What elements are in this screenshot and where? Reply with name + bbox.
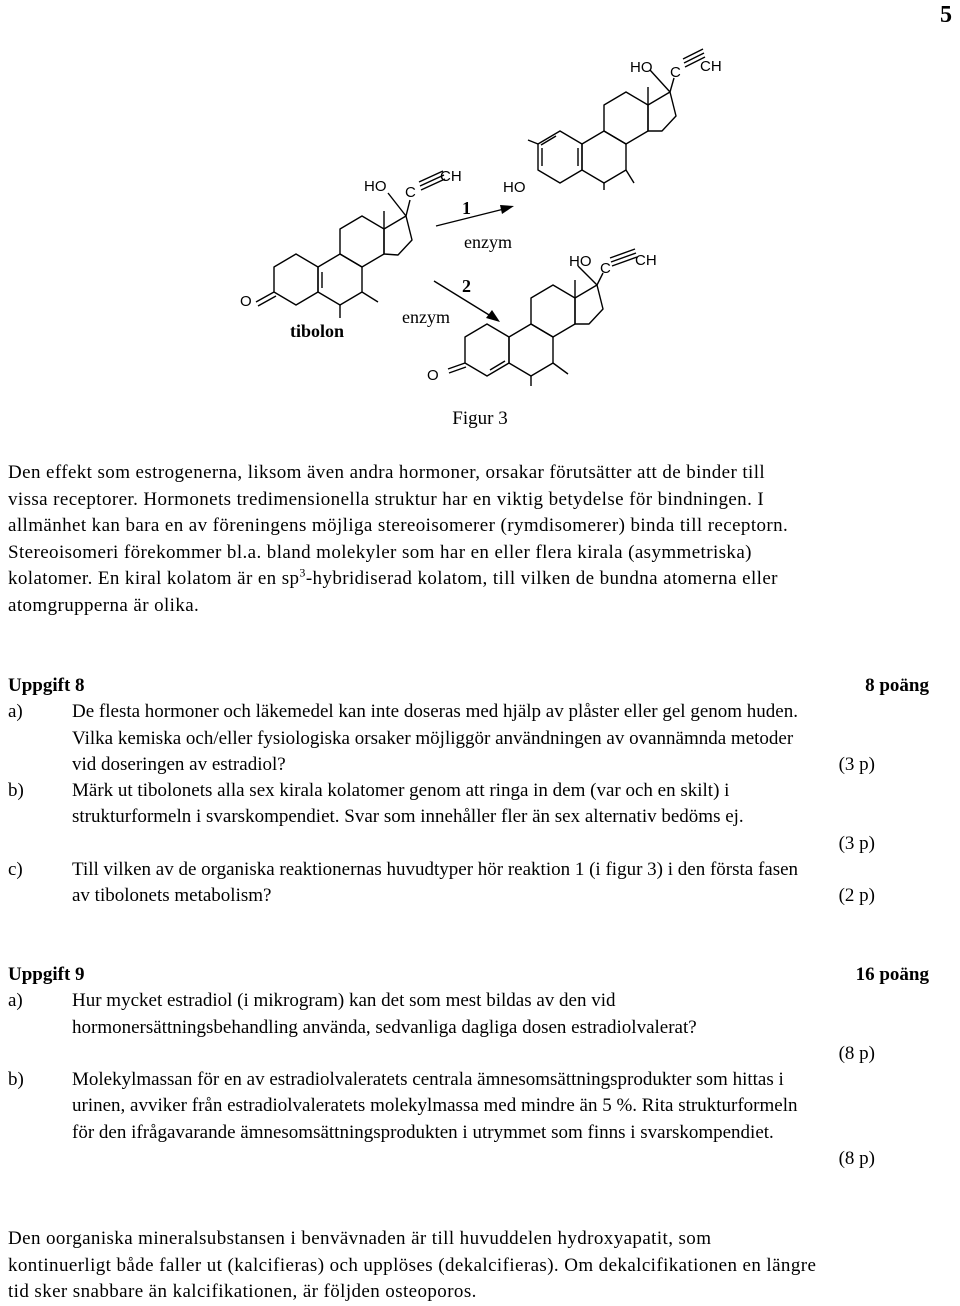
product1-ch-label: CH — [700, 58, 722, 75]
item-points: (2 p) — [838, 885, 875, 907]
item-line: urinen, avviker från estradiolvaleratets molekylmassa med mindre än 5 %. Rita strukturformeln — [72, 1095, 798, 1117]
item-line-text: vid doseringen av estradiol? — [72, 753, 286, 775]
task-8-points: 8 poäng — [865, 675, 929, 696]
tibolon-c-label: C — [405, 184, 416, 201]
item-line: De flesta hormoner och läkemedel kan inte doseras med hjälp av plåster eller gel genom huden. — [72, 701, 798, 723]
task-9-item-b — [8, 1067, 923, 1172]
intro-line — [8, 566, 938, 593]
task-9-header — [8, 962, 929, 988]
arrow-head-2 — [486, 310, 500, 322]
intro-line: Den effekt som estrogenerna, liksom även andra hormoner, orsakar förutsätter att de binder till — [8, 462, 766, 483]
task-8-item-a — [8, 699, 923, 778]
item-line — [72, 883, 923, 909]
intro-paragraph — [8, 460, 938, 619]
final-line: Den oorganiska mineralsubstansen i benvävnaden är till huvuddelen hydroxyapatit, som — [8, 1228, 712, 1249]
item-label: b) — [8, 780, 24, 802]
task-9-title: Uppgift 9 — [8, 964, 85, 985]
tibolon-ho-label: HO — [364, 178, 387, 195]
superscript: 3 — [299, 565, 306, 580]
tibolon-structure — [256, 171, 445, 318]
item-label: a) — [8, 701, 23, 723]
item-line-text: av tibolonets metabolism? — [72, 885, 272, 907]
final-line: tid sker snabbare än kalcifikationen, är följden osteoporos. — [8, 1281, 477, 1302]
product1-ho-left-label: HO — [503, 179, 526, 196]
item-line: för den ifrågavarande ämnesomsättningsprodukten i utrymmet som finns i svarskompendiet. — [72, 1121, 774, 1143]
figure-caption: Figur 3 — [452, 408, 508, 429]
intro-line: vissa receptorer. Hormonets tredimensionella struktur har en viktig betydelse för bindningen. I — [8, 488, 765, 510]
item-line — [72, 752, 923, 778]
item-line: Molekylmassan för en av estradiolvaleratets centrala ämnesomsättningsprodukter som hittas i — [72, 1069, 784, 1091]
final-line: kontinuerligt både faller ut (kalcifieras) och upplöses (dekalcifieras). Om dekalcifikationen en längre — [8, 1254, 817, 1276]
product1-ho-top-label: HO — [630, 59, 653, 76]
tibolon-o-label: O — [240, 293, 252, 310]
task-8-item-c — [8, 857, 923, 910]
reaction-scheme-figure — [0, 0, 960, 400]
product2-o-label: O — [427, 367, 439, 384]
intro-text: -hybridiserad kolatom, till vilken de bundna atomerna eller — [305, 568, 778, 589]
item-points: (3 p) — [838, 832, 875, 854]
item-label: c) — [8, 859, 23, 881]
item-line: Hur mycket estradiol (i mikrogram) kan det som mest bildas av den vid — [72, 990, 616, 1012]
product2-ho-label: HO — [569, 253, 592, 270]
arrow1-number: 1 — [462, 198, 471, 218]
product2-ch-label: CH — [635, 252, 657, 269]
arrow1-enzyme: enzym — [464, 232, 512, 252]
task-9-item-a — [8, 988, 923, 1067]
task-8-header — [8, 673, 929, 699]
item-points: (8 p) — [838, 1148, 875, 1170]
intro-text: kolatomer. En kiral kolatom är en sp — [8, 568, 300, 589]
reaction-arrow-1 — [436, 208, 508, 226]
item-label: b) — [8, 1069, 24, 1091]
arrow-head-1 — [500, 205, 514, 214]
product2-c-label: C — [600, 260, 611, 277]
product1-c-label: C — [670, 64, 681, 81]
final-paragraph — [8, 1226, 938, 1306]
task-9 — [8, 962, 929, 1172]
item-label: a) — [8, 990, 23, 1012]
item-line: Vilka kemiska och/eller fysiologiska orsaker möjliggör användningen av ovannämnda metoder — [72, 727, 794, 749]
item-points: (3 p) — [838, 753, 875, 775]
intro-line: Stereoisomeri förekommer bl.a. bland molekyler som har en eller flera kirala (asymmetriska) — [8, 541, 752, 563]
tibolon-label: tibolon — [290, 321, 345, 341]
item-line: hormonersättningsbehandling använda, sedvanliga dagliga dosen estradiolvalerat? — [72, 1016, 697, 1038]
item-line: strukturformeln i svarskompendiet. Svar som innehåller fler än sex alternativ bedöms ej. — [72, 806, 744, 828]
item-points: (8 p) — [838, 1042, 875, 1064]
task-8-title: Uppgift 8 — [8, 675, 85, 696]
task-8-item-b — [8, 778, 923, 857]
intro-line: atomgrupperna är olika. — [8, 594, 200, 616]
page-number: 5 — [940, 2, 952, 28]
arrow2-enzyme: enzym — [402, 307, 450, 327]
item-line: Till vilken av de organiska reaktionernas huvudtyper hör reaktion 1 (i figur 3) i den första fasen — [72, 859, 799, 881]
item-line: Märk ut tibolonets alla sex kirala kolatomer genom att ringa in dem (var och en skilt) i — [72, 780, 730, 802]
task-9-points: 16 poäng — [855, 964, 929, 985]
tibolon-ch-label: CH — [440, 168, 462, 185]
intro-line: allmänhet kan bara en av föreningens möjliga stereoisomerer (rymdisomerer) binda till receptorn. — [8, 515, 789, 536]
task-8 — [8, 673, 929, 910]
arrow2-number: 2 — [462, 276, 471, 296]
